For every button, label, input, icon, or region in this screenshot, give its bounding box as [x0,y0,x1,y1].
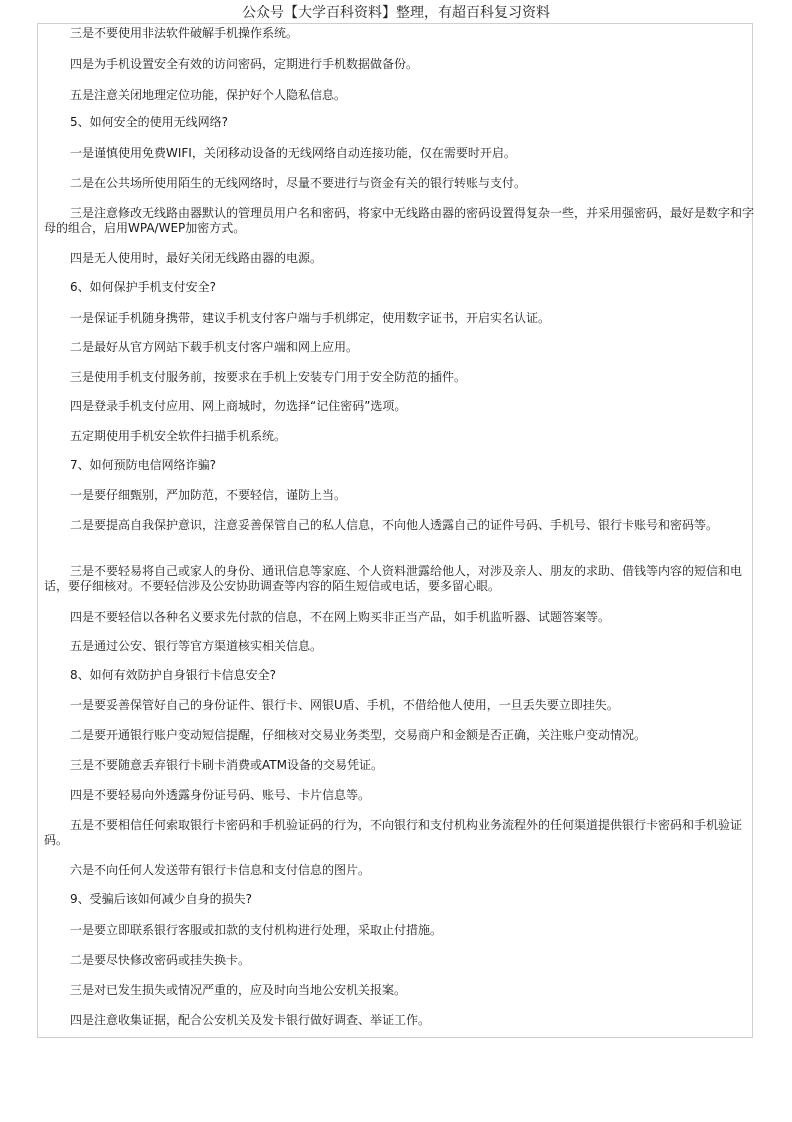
paragraph: 三是使用手机支付服务前，按要求在手机上安装专门用于安全防范的插件。 [70,370,467,384]
paragraph: 三是不要使用非法软件破解手机操作系统。 [70,26,299,40]
section-heading: 5、如何安全的使用无线网络? [70,115,229,129]
paragraph: 五是通过公安、银行等官方渠道核实相关信息。 [70,639,323,653]
paragraph: 二是要尽快修改密码或挂失换卡。 [70,953,251,967]
paragraph: 一是要仔细甄别，严加防范，不要轻信，谨防上当。 [70,488,347,502]
paragraph: 四是注意收集证据，配合公安机关及发卡银行做好调查、举证工作。 [70,1013,431,1027]
paragraph: 一是谨慎使用免费WIFI，关闭移动设备的无线网络自动连接功能，仅在需要时开启。 [70,146,516,160]
paragraph: 三是不要轻易将自己或家人的身份、通讯信息等家庭、个人资料泄露给他人，对涉及亲人、朋友的求助、借钱等内容的短信和电话，要仔细核对。不要轻信涉及公安协助调查等内容的陌生短信或电话，要多留心眼。 [44,564,743,593]
paragraph: 五定期使用手机安全软件扫描手机系统。 [70,429,287,443]
section-heading: 6、如何保护手机支付安全? [70,280,217,294]
paragraph: 四是无人使用时，最好关闭无线路由器的电源。 [70,251,323,265]
paragraph: 一是要立即联系银行客服或扣款的支付机构进行处理，采取止付措施。 [70,923,443,937]
paragraph: 一是要妥善保管好自己的身份证件、银行卡、网银U盾、手机，不借给他人使用，一旦丢失要立即挂失。 [70,698,619,712]
section-heading: 9、受骗后该如何减少自身的损失? [70,892,253,906]
paragraph: 三是注意修改无线路由器默认的管理员用户名和密码，将家中无线路由器的密码设置得复杂一些，并采用强密码，最好是数字和字母的组合，启用WPA/WEP加密方式。 [44,206,755,235]
paragraph: 四是不要轻易向外透露身份证号码、账号、卡片信息等。 [70,788,371,802]
section-heading: 8、如何有效防护自身银行卡信息安全? [70,668,277,682]
paragraph: 三是对已发生损失或情况严重的，应及时向当地公安机关报案。 [70,983,407,997]
section-heading: 7、如何预防电信网络诈骗? [70,458,217,472]
paragraph: 三是不要随意丢弃银行卡刷卡消费或ATM设备的交易凭证。 [70,758,383,772]
page-header: 公众号【大学百科资料】整理，有超百科复习资料 [242,5,550,21]
paragraph: 一是保证手机随身携带，建议手机支付客户端与手机绑定，使用数字证书，开启实名认证。 [70,311,551,325]
paragraph: 二是要提高自我保护意识，注意妥善保管自己的私人信息，不向他人透露自己的证件号码、手机号、银行卡账号和密码等。 [70,518,719,532]
paragraph: 四是登录手机支付应用、网上商城时，勿选择“记住密码”选项。 [70,399,407,413]
paragraph: 五是不要相信任何索取银行卡密码和手机验证码的行为，不向银行和支付机构业务流程外的任何渠道提供银行卡密码和手机验证码。 [44,818,743,847]
paragraph: 二是最好从官方网站下载手机支付客户端和网上应用。 [70,340,359,354]
paragraph: 二是要开通银行账户变动短信提醒，仔细核对交易业务类型，交易商户和金额是否正确，关注账户变动情况。 [70,728,647,742]
paragraph: 五是注意关闭地理定位功能，保护好个人隐私信息。 [70,88,347,102]
paragraph: 六是不向任何人发送带有银行卡信息和支付信息的图片。 [70,863,371,877]
paragraph: 四是为手机设置安全有效的访问密码，定期进行手机数据做备份。 [70,57,419,71]
paragraph: 四是不要轻信以各种名义要求先付款的信息，不在网上购买非正当产品，如手机监听器、试题答案等。 [70,610,611,624]
paragraph: 二是在公共场所使用陌生的无线网络时，尽量不要进行与资金有关的银行转账与支付。 [70,176,527,190]
